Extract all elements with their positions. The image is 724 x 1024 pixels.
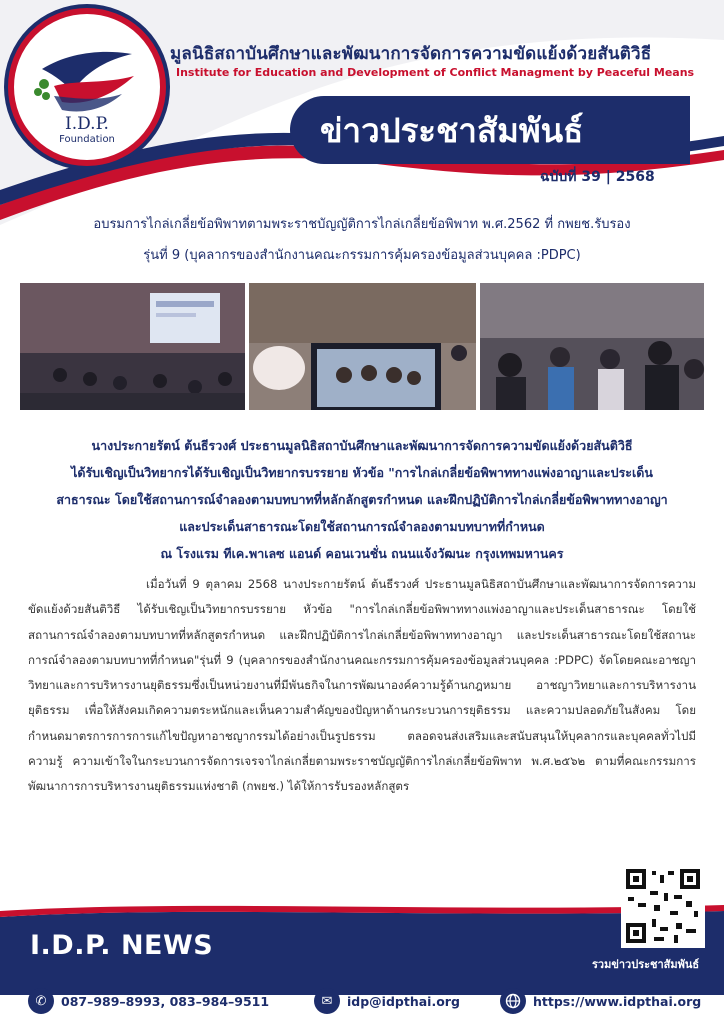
logo-text: I.D.P. [65, 114, 109, 134]
issue-number: ฉบับที่ 39 | 2568 [540, 169, 655, 185]
headline-line-2: รุ่นที่ 9 (บุคลากรของสำนักงานคณะกรรมการคุ้มครองข้อมูลส่วนบุคคล :PDPC) [143, 248, 581, 263]
phone-number: 087–989–8993, 083–984–9511 [61, 993, 270, 1009]
org-name-thai: มูลนิธิสถาบันศึกษาและพัฒนาการจัดการความขัดแย้งด้วยสันติวิธี [170, 44, 652, 64]
email-icon: ✉ [314, 988, 340, 1014]
qr-caption: รวมข่าวประชาสัมพันธ์ [592, 958, 700, 971]
org-name-english: Institute for Education and Development of Conflict Managment by Peaceful Means [176, 66, 695, 79]
footer-brand: I.D.P. NEWS [30, 930, 214, 961]
phone-icon: ✆ [28, 988, 54, 1014]
photo-strip [20, 283, 704, 410]
logo-subtext: Foundation [59, 134, 115, 145]
summary-line-5: ณ โรงแรม ทีเค.พาเลซ แอนด์ คอนเวนชั่น ถนนแจ้งวัฒนะ กรุงเทพมหานคร [160, 546, 564, 561]
idp-logo [8, 8, 166, 166]
summary-line-1: นางประกายรัตน์ ต้นธีรวงศ์ ประธานมูลนิธิสถาบันศึกษาและพัฒนาการจัดการความขัดแย้งด้วยสันติวิธี [91, 438, 633, 453]
article-paragraph: เมื่อวันที่ 9 ตุลาคม 2568 นางประกายรัตน์ ต้นธีรวงศ์ ประธานมูลนิธิสถาบันศึกษาและพัฒนาการจัดการความขัดแย้งด้วยสันติวิธี ได้รับเชิญเป็นวิทยากรบรรยาย หัวข้อ "การไกล่เกลี่ยข้อพิพาททางแพ่งอาญาและประเด็นสาธารณะ โดยใช้สถานการณ์จำลองตามบทบาทที่หลักสูตรกำหนด และฝึกปฏิบัติการไกล่เกลี่ยข้อพิพาททางอาญา และประเด็นสาธารณะโดยใช้สถานะการณ์จำลองตามบทบาทที่กำหนด"รุ่นที่ 9 (บุคลากรของสำนักงานคณะกรรมการคุ้มครองข้อมูลส่วนบุคคล :PDPC) จัดโดยคณะอาชญาวิทยาและการบริหารงานยุติธรรมซึ่งเป็นหน่วยงานที่มีพันธกิจในการพัฒนาองค์ความรู้ด้านกฎหมาย อาชญาวิทยาและการบริหารงานยุติธรรม เพื่อให้สังคมเกิดความตระหนักและเห็นความสำคัญของปัญหาด้านกระบวนการยุติธรรม และความปลอดภัยในสังคม โดยกำหนดมาตรการการการแก้ไขปัญหาอาชญากรรมได้อย่างเป็นรูปธรรม ตลอดจนส่งเสริมและสนับสนุนให้บุคลากรและบุคคลทั่วไปมีความรู้ ความเข้าใจในกระบวนการจัดการเจรจาไกล่เกลี่ยตามพระราชบัญญัติการไกล่เกลี่ยข้อพิพาท พ.ศ.๒๕๖๒ ตามที่คณะกรรมการพัฒนาการการบริหารงานยุติธรรมแห่งชาติ (กพยช.) ได้ให้การรับรองหลักสูตร [28, 577, 696, 794]
photo-roleplay [249, 283, 476, 410]
summary-line-3: สาธารณะ โดยใช้สถานการณ์จำลองตามบทบาทที่หลักลักสูตรกำหนด และฝึกปฏิบัติการไกล่เกลี่ยข้อพิพาททางอาญา [56, 492, 668, 507]
article-body [28, 572, 696, 800]
headline-line-1: อบรมการไกล่เกลี่ยข้อพิพาทตามพระราชบัญญัติการไกล่เกลี่ยข้อพิพาท พ.ศ.2562 ที่ กพยช.รับรอง [93, 217, 631, 232]
summary-line-2: ได้รับเชิญเป็นวิทยากรได้รับเชิญเป็นวิทยากรบรรยาย หัวข้อ "การไกล่เกลี่ยข้อพิพาททางแพ่งอาญาและประเด็น [71, 465, 653, 480]
globe-icon [500, 988, 526, 1014]
contact-phone[interactable] [28, 987, 269, 1015]
summary-line-4: และประเด็นสาธารณะโดยใช้สถานการณ์จำลองตามบทบาทที่กำหนด [179, 519, 545, 534]
website-url: https://www.idpthai.org [533, 993, 702, 1009]
banner-title: ข่าวประชาสัมพันธ์ [320, 111, 584, 150]
contact-email[interactable] [314, 987, 460, 1015]
qr-code[interactable] [621, 864, 705, 948]
email-address: idp@idpthai.org [347, 993, 460, 1009]
photo-group-discussion [480, 283, 704, 410]
photo-lecture [20, 283, 245, 410]
contact-website[interactable] [500, 987, 701, 1015]
